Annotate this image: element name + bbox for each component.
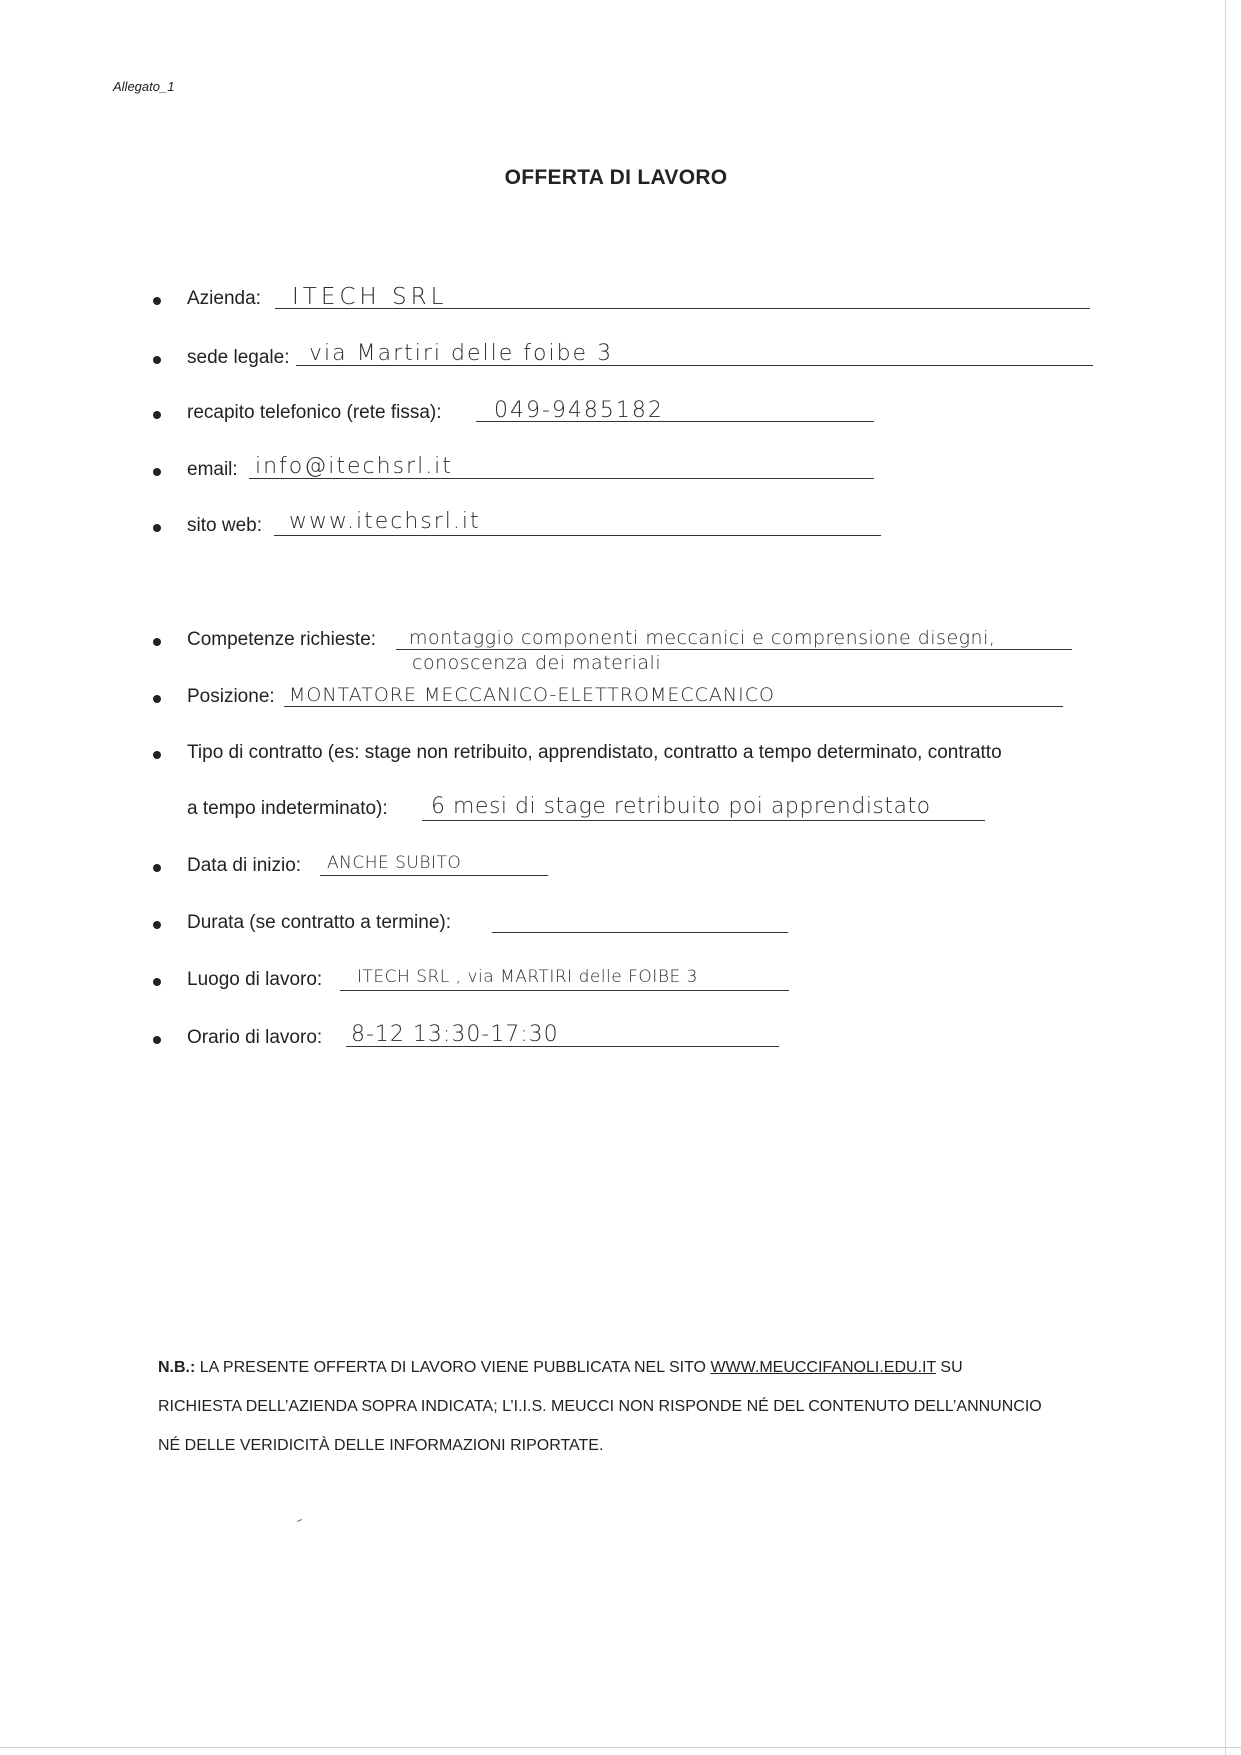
fill-line [320, 875, 548, 876]
handwritten-value: MONTATORE MECCANICO-ELETTROMECCANICO [289, 684, 775, 706]
note-line: NÉ DELLE VERIDICITÀ DELLE INFORMAZIONI RIPORTATE. [158, 1437, 604, 1454]
handwritten-value: ANCHE SUBITO [327, 853, 462, 873]
fill-line [340, 990, 789, 991]
bullet-icon [153, 411, 161, 419]
handwritten-value: ITECH SRL [292, 284, 448, 310]
handwritten-value: www.itechsrl.it [289, 509, 481, 534]
handwritten-value: 049-9485182 [494, 398, 664, 423]
page-edge [0, 1747, 1241, 1748]
field-label: Data di inizio: [187, 855, 302, 876]
field-label: Competenze richieste: [187, 629, 377, 650]
bullet-icon [153, 695, 161, 703]
field-label: Orario di lavoro: [187, 1027, 323, 1048]
bullet-icon [153, 468, 161, 476]
field-label: Tipo di contratto (es: stage non retribuito, apprendistato, contratto a tempo determinato, contratto [187, 742, 1002, 763]
fill-line [492, 932, 788, 933]
bullet-icon [153, 297, 161, 305]
field-label: Posizione: [187, 686, 275, 707]
page-edge [1225, 0, 1226, 1755]
field-label: Durata (se contratto a termine): [187, 912, 451, 933]
handwritten-value: 8-12 13:30-17:30 [351, 1022, 559, 1047]
bullet-icon [153, 638, 161, 646]
field-label: sito web: [187, 515, 262, 536]
bullet-icon [153, 751, 161, 759]
fill-line [274, 535, 881, 536]
handwritten-value: montaggio componenti meccanici e comprensione disegni, [409, 627, 996, 649]
note-text: LA PRESENTE OFFERTA DI LAVORO VIENE PUBBLICATA NEL SITO [199, 1359, 706, 1376]
note-line [158, 1359, 963, 1377]
bullet-icon [153, 921, 161, 929]
field-label: Luogo di lavoro: [187, 969, 323, 990]
field-label: email: [187, 459, 238, 480]
handwritten-value: info@itechsrl.it [255, 454, 453, 479]
fill-line [422, 820, 985, 821]
scan-speck [297, 1519, 302, 1522]
handwritten-value: 6 mesi di stage retribuito poi apprendistato [431, 794, 931, 819]
bullet-icon [153, 356, 161, 364]
attachment-label: Allegato_1 [113, 79, 175, 94]
field-label: a tempo indeterminato): [187, 798, 388, 819]
field-label: sede legale: [187, 347, 290, 368]
field-label: recapito telefonico (rete fissa): [187, 402, 442, 423]
bullet-icon [153, 864, 161, 872]
field-label: Azienda: [187, 288, 261, 309]
document-title: OFFERTA DI LAVORO [504, 166, 728, 189]
handwritten-value: conoscenza dei materiali [412, 652, 662, 674]
note-text: SU [940, 1359, 963, 1376]
bullet-icon [153, 1036, 161, 1044]
bullet-icon [153, 524, 161, 532]
site-link[interactable]: WWW.MEUCCIFANOLI.EDU.IT [710, 1359, 936, 1376]
note-line: RICHIESTA DELL’AZIENDA SOPRA INDICATA; L’I.I.S. MEUCCI NON RISPONDE NÉ DEL CONTENUTO DELL’ANNUNCIO [158, 1398, 1042, 1415]
fill-line [396, 649, 1072, 650]
note-prefix: N.B.: [158, 1359, 196, 1376]
fill-line [284, 706, 1063, 707]
handwritten-value: ITECH SRL , via MARTIRI delle FOIBE 3 [357, 967, 698, 987]
bullet-icon [153, 978, 161, 986]
handwritten-value: via Martiri delle foibe 3 [309, 341, 614, 366]
